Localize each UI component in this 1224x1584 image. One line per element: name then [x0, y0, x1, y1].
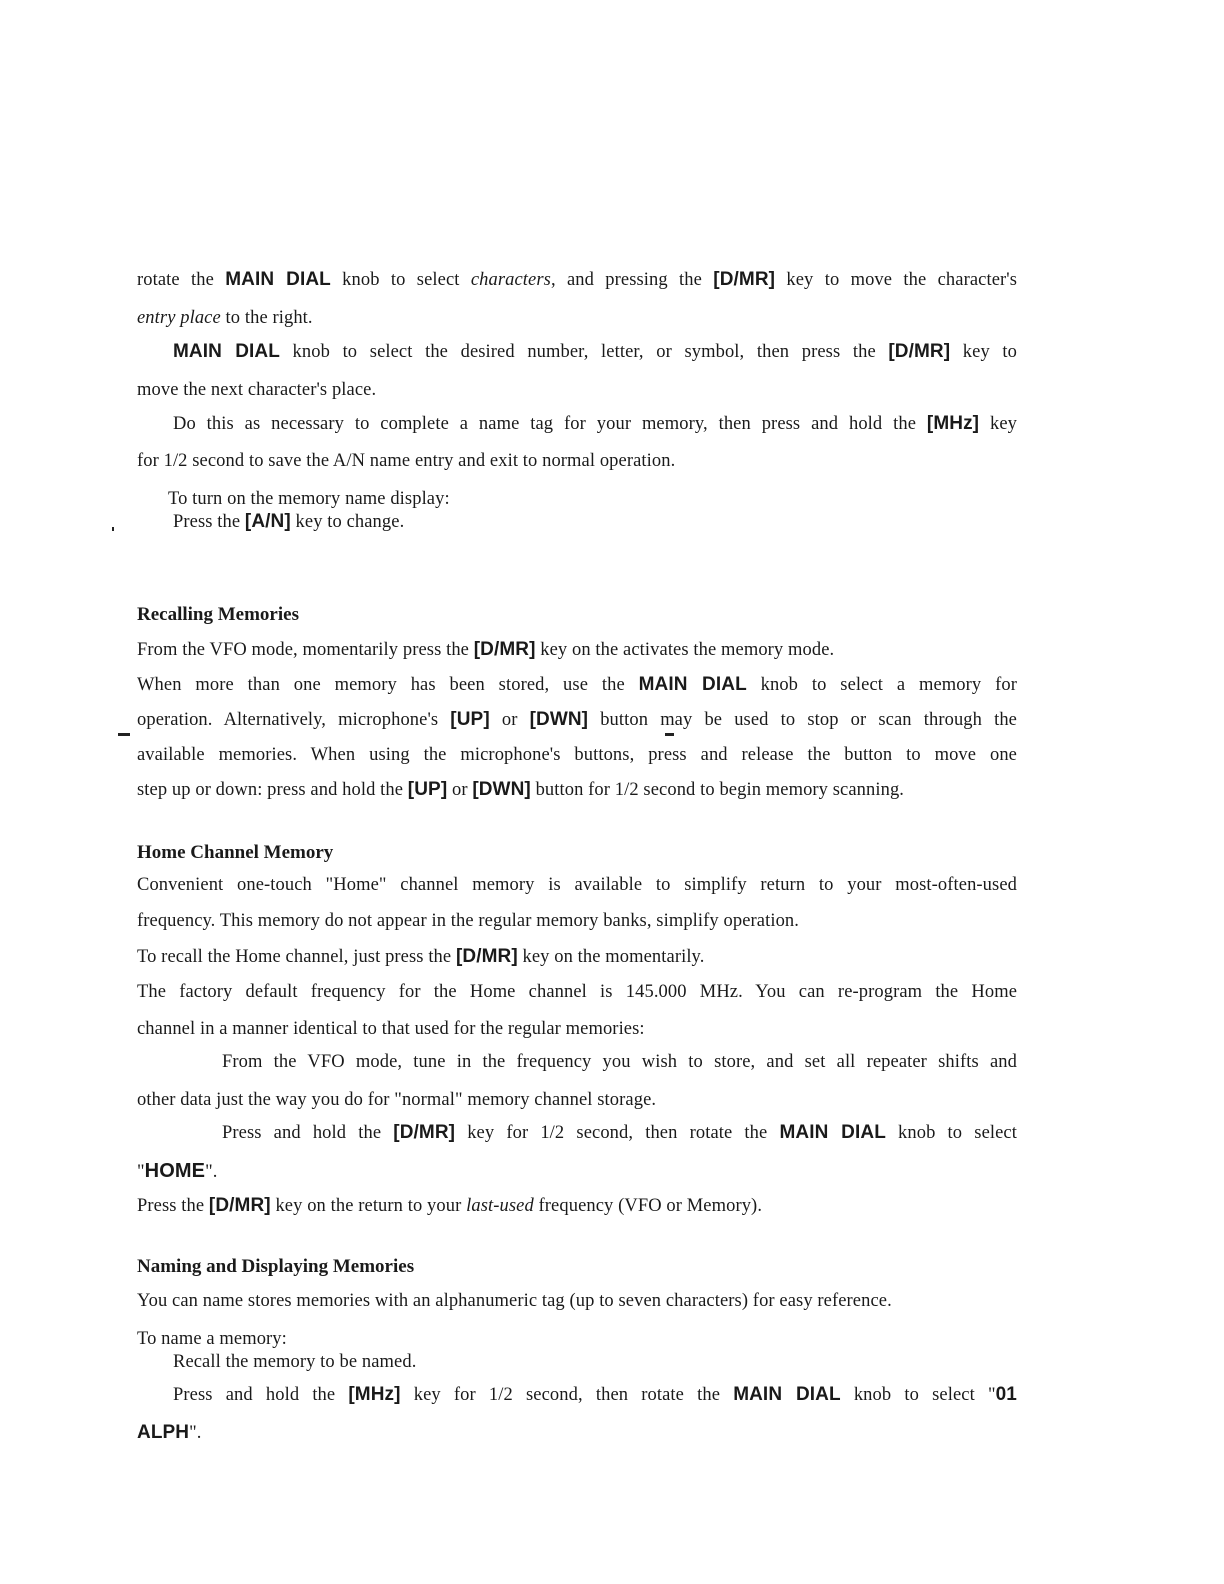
- text-line: operation. Alternatively, microphone's [UP] or [DWN] button may be used to stop or scan through the: [137, 709, 1017, 730]
- text-line: To name a memory:: [137, 1329, 287, 1349]
- text-line: Recall the memory to be named.: [173, 1352, 417, 1372]
- section-heading-naming: Naming and Displaying Memories: [137, 1256, 415, 1277]
- text-line: frequency. This memory do not appear in the regular memory banks, simplify operation.: [137, 911, 799, 931]
- key-label: MAIN DIAL: [225, 269, 331, 290]
- key-label: [D/MR]: [888, 341, 951, 362]
- text-line: Do this as necessary to complete a name tag for your memory, then press and hold the [MHz] key: [173, 413, 1017, 434]
- text-line: available memories. When using the microphone's buttons, press and release the button to move one: [137, 745, 1017, 765]
- text-line: You can name stores memories with an alphanumeric tag (up to seven characters) for easy reference.: [137, 1291, 892, 1311]
- key-label: [UP]: [407, 779, 448, 800]
- key-label: [MHz]: [926, 413, 980, 434]
- text-line: Convenient one-touch "Home" channel memory is available to simplify return to your most-often-used: [137, 875, 1017, 895]
- text-line: for 1/2 second to save the A/N name entry and exit to normal operation.: [137, 451, 676, 471]
- text-line: The factory default frequency for the Home channel is 145.000 MHz. You can re-program the Home: [137, 982, 1017, 1002]
- key-label: HOME: [144, 1160, 206, 1182]
- text-line: Press and hold the [MHz] key for 1/2 second, then rotate the MAIN DIAL knob to select "01: [173, 1384, 1017, 1405]
- text-line: step up or down: press and hold the [UP] or [DWN] button for 1/2 second to begin memory scanning.: [137, 779, 905, 800]
- text-line: ALPH".: [137, 1422, 202, 1443]
- text-line: When more than one memory has been stored, use the MAIN DIAL knob to select a memory for: [137, 674, 1017, 695]
- key-label: [UP]: [450, 709, 490, 730]
- key-label: 01: [995, 1384, 1017, 1405]
- key-label: [D/MR]: [393, 1122, 456, 1143]
- scan-speck: [665, 733, 674, 736]
- section-heading-recalling: Recalling Memories: [137, 604, 299, 625]
- key-label: [D/MR]: [455, 946, 518, 967]
- key-label: ALPH: [137, 1422, 190, 1443]
- key-label: [MHz]: [348, 1384, 401, 1405]
- text-line: other data just the way you do for "normal" memory channel storage.: [137, 1090, 657, 1110]
- key-label: [DWN]: [529, 709, 589, 730]
- scan-speck: [118, 733, 130, 736]
- key-label: MAIN DIAL: [173, 341, 280, 362]
- text-line: From the VFO mode, momentarily press the [D/MR] key on the activates the memory mode.: [137, 639, 835, 660]
- text-line: move the next character's place.: [137, 380, 377, 400]
- scan-speck: [112, 527, 114, 531]
- key-label: MAIN DIAL: [638, 674, 747, 695]
- key-label: [D/MR]: [473, 639, 536, 660]
- key-label: [D/MR]: [208, 1195, 271, 1216]
- text-line: Press the [A/N] key to change.: [173, 511, 405, 532]
- key-label: [A/N]: [244, 511, 291, 532]
- text-line: Press the [D/MR] key on the return to your last-used frequency (VFO or Memory).: [137, 1195, 763, 1216]
- section-heading-home: Home Channel Memory: [137, 842, 334, 863]
- key-label: [DWN]: [472, 779, 531, 800]
- text-line: rotate the MAIN DIAL knob to select characters, and pressing the [D/MR] key to move the character's: [137, 269, 1018, 290]
- text-line: To turn on the memory name display:: [168, 489, 450, 509]
- key-label: MAIN DIAL: [733, 1384, 841, 1405]
- key-label: MAIN DIAL: [779, 1122, 886, 1143]
- text-line: MAIN DIAL knob to select the desired number, letter, or symbol, then press the [D/MR] key to: [173, 341, 1018, 362]
- text-line: Press and hold the [D/MR] key for 1/2 second, then rotate the MAIN DIAL knob to select: [222, 1122, 1017, 1143]
- key-label: [D/MR]: [713, 269, 776, 290]
- text-line: To recall the Home channel, just press the [D/MR] key on the momentarily.: [137, 946, 705, 967]
- text-line: channel in a manner identical to that used for the regular memories:: [137, 1019, 645, 1039]
- text-line: From the VFO mode, tune in the frequency you wish to store, and set all repeater shifts and: [222, 1052, 1017, 1072]
- text-line: "HOME".: [137, 1160, 218, 1182]
- text-line: entry place to the right.: [137, 308, 313, 328]
